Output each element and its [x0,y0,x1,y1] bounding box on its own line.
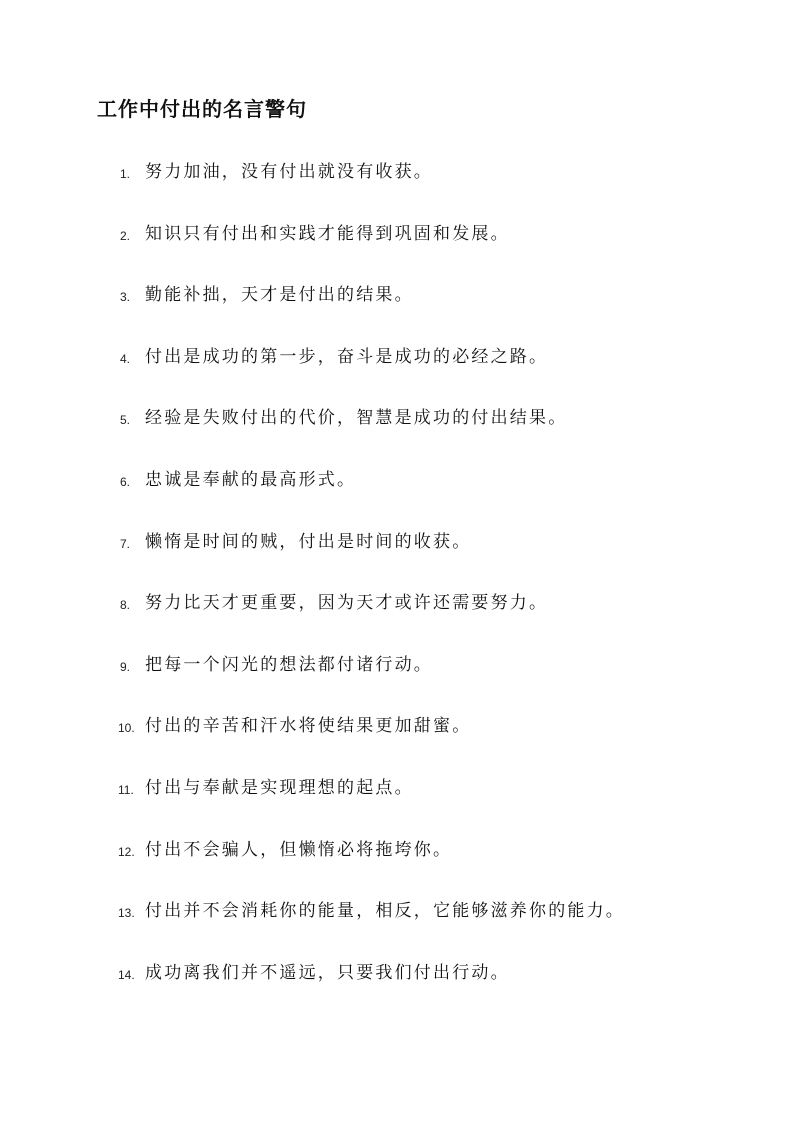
list-item-number: 14. [118,967,135,982]
list-item [0,465,800,527]
document-title: 工作中付出的名言警句 [97,97,307,121]
list-item-number: 4. [120,351,131,366]
list-item-number: 1. [120,167,131,181]
list-item-number: 10. [118,721,135,736]
list-item-number: 2. [120,228,131,243]
list-item-text: 努力加油，没有付出就没有收获。 [145,162,433,182]
list-item-text: 懒惰是时间的贼，付出是时间的收获。 [145,531,472,552]
list-item-text: 勤能补拙，天才是付出的结果。 [145,285,414,306]
list-item-text: 努力比天才更重要，因为天才或许还需要努力。 [145,593,549,614]
list-item [0,896,800,958]
list-item [0,958,800,1020]
list-item [0,650,800,712]
list-item [0,342,800,404]
list-item-text: 付出不会骗人，但懒惰必将拖垮你。 [145,839,453,860]
list-item-text: 成功离我们并不遥远，只要我们付出行动。 [145,962,510,983]
list-item [0,835,800,897]
list-item-text: 付出并不会消耗你的能量，相反，它能够滋养你的能力。 [145,901,625,922]
list-item-number: 8. [120,598,131,613]
list-item [0,280,800,342]
list-item [0,773,800,835]
list-item-number: 7. [120,536,131,551]
list-item-text: 忠诚是奉献的最高形式。 [145,469,357,490]
list-item [0,711,800,773]
list-item [0,588,800,650]
quote-list [0,157,800,1019]
list-item-number: 12. [118,844,135,859]
list-item [0,527,800,589]
list-item [0,219,800,281]
list-item [0,157,800,219]
list-item-number: 9. [120,659,131,674]
list-item-number: 11. [118,782,134,797]
list-item-number: 3. [120,290,131,305]
list-item-text: 付出是成功的第一步，奋斗是成功的必经之路。 [145,346,549,367]
list-item-number: 13. [118,906,135,921]
list-item-number: 5. [120,413,131,428]
list-item-text: 付出的辛苦和汗水将使结果更加甜蜜。 [145,716,472,737]
list-item-text: 把每一个闪光的想法都付诸行动。 [145,654,433,675]
list-item [0,403,800,465]
list-item-text: 知识只有付出和实践才能得到巩固和发展。 [145,223,510,244]
list-item-text: 付出与奉献是实现理想的起点。 [145,777,414,798]
list-item-text: 经验是失败付出的代价，智慧是成功的付出结果。 [145,408,568,429]
list-item-number: 6. [120,474,131,489]
